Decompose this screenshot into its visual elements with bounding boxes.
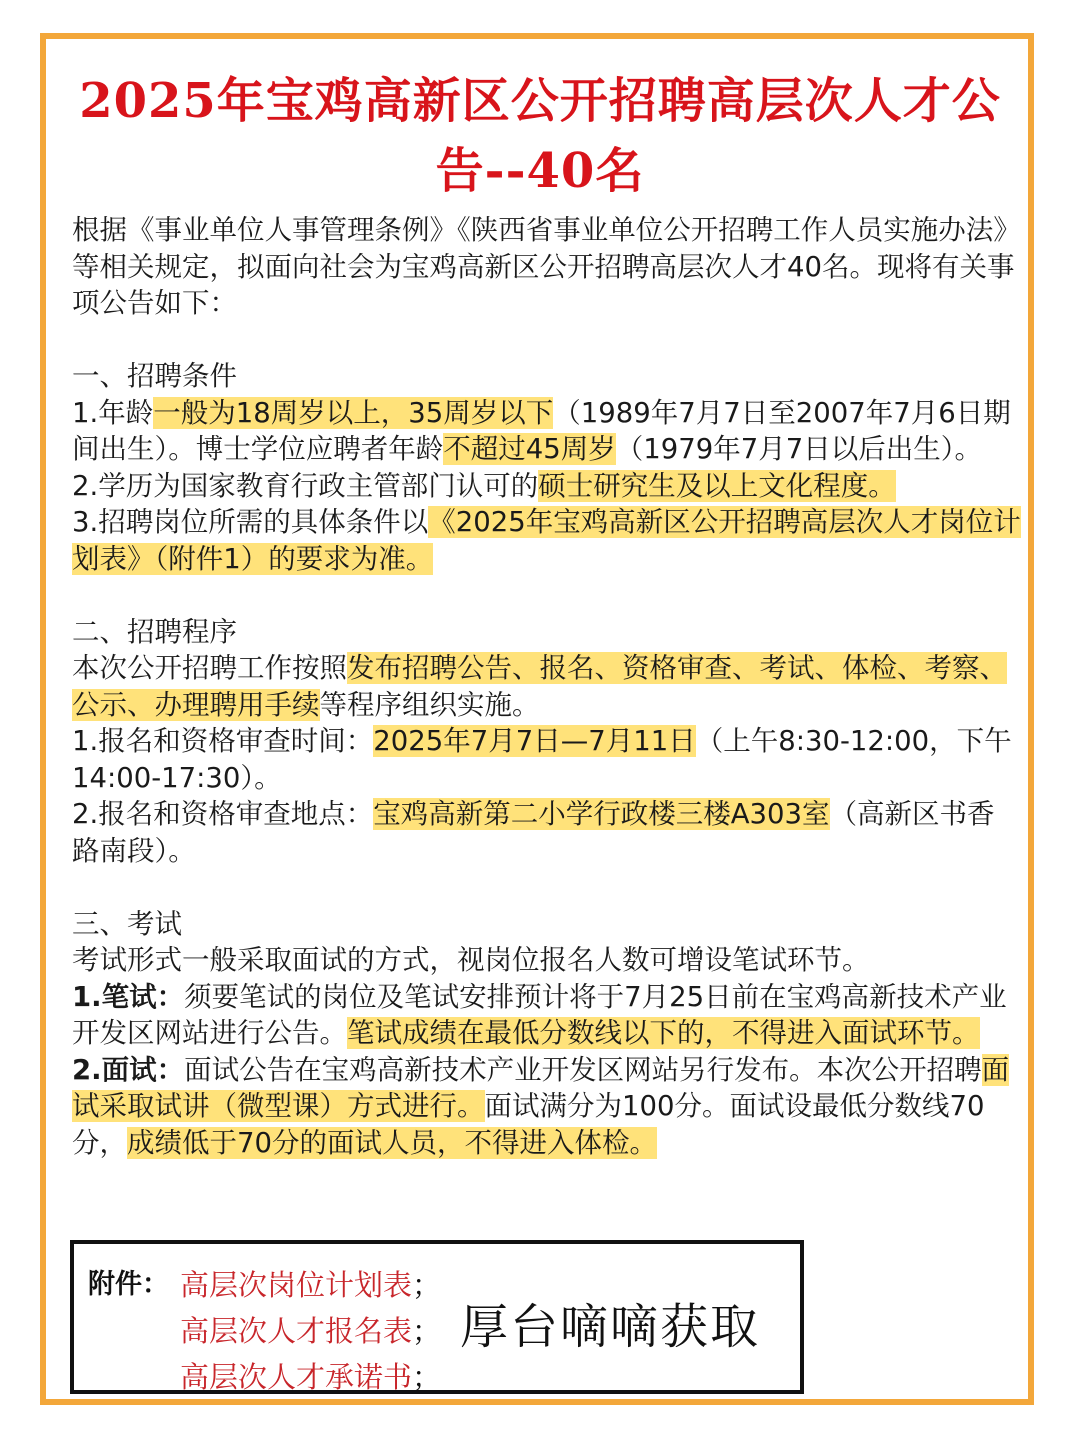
section-1-heading: 一、招聘条件 [72, 360, 237, 392]
semicolon: ； [412, 1268, 442, 1302]
attachments-label: 附件： [88, 1269, 169, 1300]
section-3-heading: 三、考试 [72, 907, 182, 940]
text: 面试满分为100分。面试设最低分数线70分， [72, 1090, 985, 1159]
attachment-name: 高层次人才报名表 [180, 1314, 413, 1348]
highlight: 不超过45周岁 [443, 433, 616, 465]
text: 本次公开招聘工作按照 [72, 652, 347, 684]
attachment-item [180, 1262, 441, 1308]
text: 3.招聘岗位所需的具体条件以 [72, 506, 429, 538]
text: （上午8:30-12:00，下午14:00-17:30）。 [72, 725, 1012, 794]
intro-paragraph: 根据《事业单位人事管理条例》《陕西省事业单位公开招聘工作人员实施办法》等相关规定，拟面向社会为宝鸡高新区公开招聘高层次人才40名。现将有关事项公告如下： [72, 214, 1021, 319]
text: 1.年龄 [72, 396, 154, 429]
section-3-paragraph: 考试形式一般采取面试的方式，视岗位报名人数可增设笔试环节。 [72, 944, 870, 976]
text: 等程序组织实施。 [319, 688, 540, 721]
highlight: 硕士研究生及以上文化程度。 [538, 469, 896, 502]
attachment-name: 高层次人才承诺书 [180, 1360, 413, 1394]
highlight: 2025年7月7日—7月11日 [373, 725, 696, 757]
attachment-item [180, 1308, 441, 1354]
text: 1.报名和资格审查时间： [72, 725, 374, 757]
text: （高新区书香路南段）。 [72, 798, 995, 867]
attachments-cta: 厚台嘀嘀获取 [460, 1299, 761, 1355]
written-exam-label: 1.笔试： [72, 980, 185, 1013]
highlight: 笔试成绩在最低分数线以下的，不得进入面试环节。 [347, 1017, 980, 1049]
text: （1989年7月7日至2007年7月6日期间出生）。博士学位应聘者年龄 [72, 396, 1011, 465]
text: 2.学历为国家教育行政主管部门认可的 [72, 469, 539, 502]
section-1-item-1 [72, 395, 1022, 468]
attachments-box [70, 1240, 804, 1394]
section-2-paragraph [72, 650, 1022, 723]
section-2-item-1 [72, 723, 1022, 796]
highlight: 一般为18周岁以上，35周岁以下 [153, 396, 554, 429]
text: 面试公告在宝鸡高新技术产业开发区网站另行发布。本次公开招聘 [184, 1053, 982, 1086]
interview-item [72, 1052, 1022, 1162]
highlight: 《2025年宝鸡高新区公开招聘高层次人才岗位计划表》（附件1）的要求为准。 [72, 506, 1021, 575]
written-exam-item [72, 979, 1022, 1052]
semicolon: ； [412, 1314, 442, 1348]
highlight: 面试采取试讲（微型课）方式进行。 [72, 1053, 1010, 1122]
section-1-item-3 [72, 504, 1022, 577]
section-2-item-2 [72, 796, 1022, 869]
highlight: 成绩低于70分的面试人员，不得进入体检。 [127, 1126, 657, 1159]
text: 须要笔试的岗位及笔试安排预计将于7月25日前在宝鸡高新技术产业开发区网站进行公告。 [72, 980, 1007, 1049]
page-title: 2025年宝鸡高新区公开招聘高层次人才公告--40名 [79, 73, 1001, 199]
announcement-body [72, 212, 1022, 1161]
section-1-item-2 [72, 468, 1022, 505]
interview-label: 2.面试： [72, 1053, 185, 1086]
highlight: 发布招聘公告、报名、资格审查、考试、体检、考察、公示、办理聘用手续 [72, 652, 1007, 721]
text: （1979年7月7日以后出生）。 [615, 433, 982, 465]
attachment-item [180, 1354, 441, 1400]
attachment-name: 高层次岗位计划表 [180, 1268, 413, 1302]
section-2-heading: 二、招聘程序 [72, 615, 237, 648]
attachments-list [180, 1262, 441, 1400]
text: 2.报名和资格审查地点： [72, 798, 374, 830]
highlight: 宝鸡高新第二小学行政楼三楼A303室 [373, 798, 830, 830]
semicolon: ； [412, 1360, 442, 1394]
